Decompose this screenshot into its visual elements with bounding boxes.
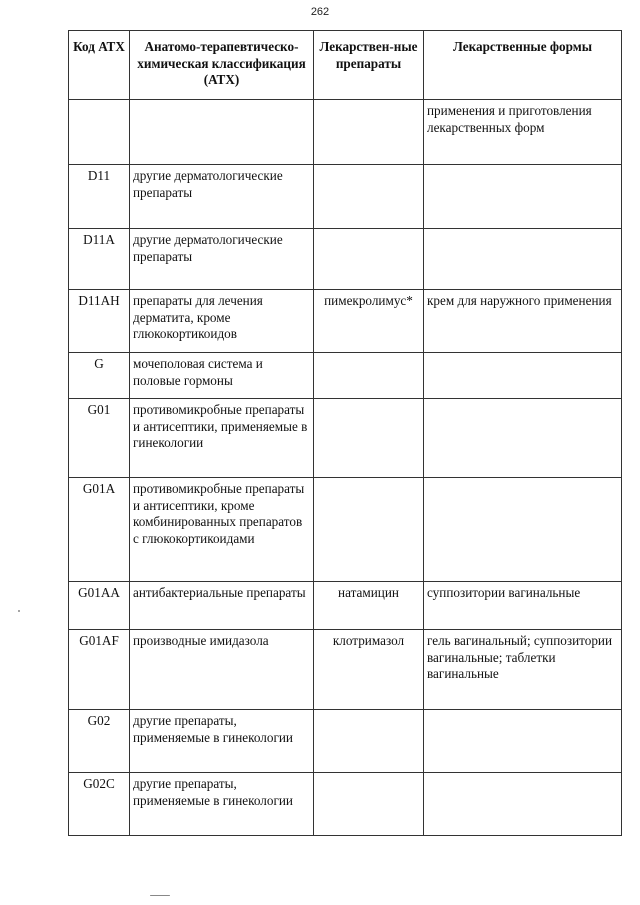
form-cell [424,399,622,478]
table-row [69,165,622,229]
drug-cell [314,229,424,290]
header-code: Код АТХ [69,31,130,100]
form-cell: применения и приготовления лекарственных форм [424,100,622,165]
form-cell [424,478,622,582]
atc-code-cell: G01 [69,399,130,478]
table-row [69,353,622,399]
atc-code-cell: G [69,353,130,399]
classification-cell: мочеполовая система и половые гормоны [130,353,314,399]
atc-code-cell: D11A [69,229,130,290]
table-row [69,100,622,165]
drug-cell [314,353,424,399]
table-row [69,399,622,478]
drug-cell: натамицин [314,582,424,630]
atc-code-cell: G02 [69,710,130,773]
classification-cell [130,100,314,165]
form-cell [424,353,622,399]
classification-cell: антибактериальные препараты [130,582,314,630]
form-cell [424,773,622,836]
classification-cell: производные имидазола [130,630,314,710]
table-row [69,582,622,630]
drug-cell [314,100,424,165]
atc-drug-table [68,30,622,836]
drug-cell [314,773,424,836]
classification-cell: другие препараты, применяемые в гинекологии [130,773,314,836]
table-row [69,710,622,773]
form-cell: крем для наружного применения [424,290,622,353]
atc-code-cell: G01AA [69,582,130,630]
atc-code-cell: D11AH [69,290,130,353]
atc-code-cell: G02C [69,773,130,836]
classification-cell: другие дерматологические препараты [130,229,314,290]
table-row [69,773,622,836]
header-forms: Лекарственные формы [424,31,622,100]
table-row [69,630,622,710]
form-cell [424,229,622,290]
classification-cell: противомикробные препараты и антисептики, кроме комбинированных препаратов с глюкокортикоидами [130,478,314,582]
classification-cell: другие дерматологические препараты [130,165,314,229]
drug-cell: пимекролимус* [314,290,424,353]
scan-speck [18,610,20,612]
atc-code-cell [69,100,130,165]
page-number: 262 [310,6,330,18]
form-cell: гель вагинальный; суппозитории вагинальные; таблетки вагинальные [424,630,622,710]
drug-cell [314,478,424,582]
drug-cell [314,399,424,478]
classification-cell: другие препараты, применяемые в гинекологии [130,710,314,773]
drug-cell: клотримазол [314,630,424,710]
header-drugs: Лекарствен-ные препараты [314,31,424,100]
scan-speck [150,895,170,896]
form-cell [424,165,622,229]
classification-cell: противомикробные препараты и антисептики, применяемые в гинекологии [130,399,314,478]
atc-code-cell: D11 [69,165,130,229]
atc-code-cell: G01AF [69,630,130,710]
drug-cell [314,165,424,229]
atc-code-cell: G01A [69,478,130,582]
table-row [69,290,622,353]
classification-cell: препараты для лечения дерматита, кроме глюкокортикоидов [130,290,314,353]
table-row [69,229,622,290]
drug-cell [314,710,424,773]
header-classification: Анатомо-терапевтическо-химическая классификация (АТХ) [130,31,314,100]
form-cell: суппозитории вагинальные [424,582,622,630]
form-cell [424,710,622,773]
table-header-row [69,31,622,100]
table-row [69,478,622,582]
